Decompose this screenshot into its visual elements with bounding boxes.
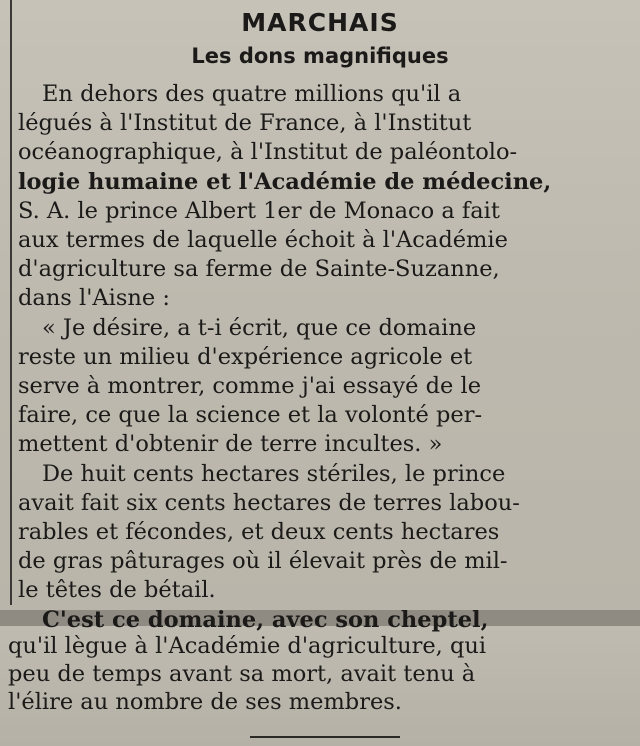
text-line: En dehors des quatre millions qu'il a bbox=[42, 81, 462, 107]
section-separator bbox=[250, 736, 400, 738]
text-line: qu'il lègue à l'Académie d'agriculture, qui bbox=[8, 633, 487, 659]
article-subtitle: Les dons magnifiques bbox=[191, 44, 449, 68]
text-line: mettent d'obtenir de terre incultes. » bbox=[18, 431, 443, 458]
text-line: rables et fécondes, et deux cents hectares bbox=[18, 519, 500, 546]
text-line: logie humaine et l'Académie de médecine, bbox=[18, 168, 552, 195]
text-line: S. A. le prince Albert 1er de Monaco a fait bbox=[18, 197, 500, 224]
text-line: serve à montrer, comme j'ai essayé de le bbox=[18, 373, 482, 400]
text-line: peu de temps avant sa mort, avait tenu à bbox=[8, 661, 476, 687]
column-rule bbox=[10, 0, 12, 605]
text-line: le têtes de bétail. bbox=[18, 577, 216, 604]
text-line: aux termes de laquelle échoit à l'Académie bbox=[18, 227, 508, 254]
text-line: d'agriculture sa ferme de Sainte-Suzanne, bbox=[18, 256, 500, 283]
article-continuation bbox=[8, 632, 628, 716]
text-line: « Je désire, a t-i écrit, que ce domaine bbox=[42, 314, 477, 341]
article-body bbox=[18, 80, 624, 635]
text-line: dans l'Aisne : bbox=[18, 285, 170, 312]
text-line: de gras pâturages où il élevait près de mil- bbox=[18, 548, 508, 575]
text-line: De huit cents hectares stériles, le prince bbox=[42, 460, 506, 487]
text-line: faire, ce que la science et la volonté per- bbox=[18, 402, 483, 429]
text-line: reste un milieu d'expérience agricole et bbox=[18, 343, 473, 370]
text-line: océanographique, à l'Institut de paléontolo- bbox=[18, 139, 518, 166]
article-title: MARCHAIS bbox=[241, 8, 399, 37]
text-line: C'est ce domaine, avec son cheptel, bbox=[42, 606, 489, 633]
text-line: l'élire au nombre de ses membres. bbox=[8, 689, 402, 715]
text-line: avait fait six cents hectares de terres labou- bbox=[18, 489, 520, 516]
text-line: légués à l'Institut de France, à l'Institut bbox=[18, 110, 472, 137]
